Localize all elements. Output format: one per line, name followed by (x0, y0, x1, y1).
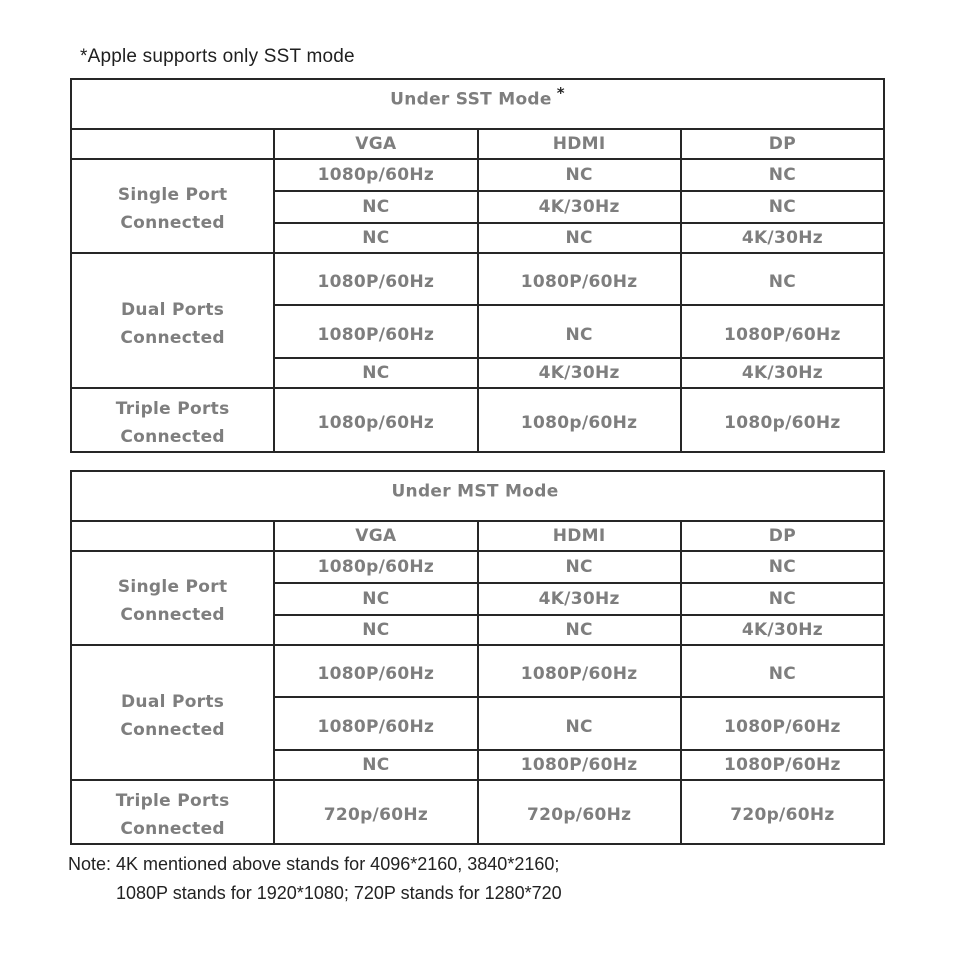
mst-title-cell (71, 471, 884, 521)
resolution-note (68, 850, 562, 908)
row-label-line2: Connected (120, 327, 225, 348)
mst-mode-table (70, 470, 885, 845)
value-cell: NC (681, 191, 884, 223)
value-cell: 4K/30Hz (478, 583, 681, 615)
row-label-line1: Triple Ports (115, 791, 230, 811)
apple-sst-footnote: *Apple supports only SST mode (80, 46, 355, 67)
mst-table-title: Under MST Mode (391, 481, 559, 502)
value-cell: NC (274, 583, 477, 615)
value-cell: 1080P/60Hz (274, 305, 477, 358)
row-label-line1: Single Port (117, 577, 228, 597)
row-label-line2: Connected (120, 427, 225, 447)
value-cell: NC (478, 615, 681, 645)
value-cell: 1080P/60Hz (274, 253, 477, 305)
table-row (71, 159, 884, 191)
value-cell: NC (478, 159, 681, 191)
table-row (71, 388, 884, 452)
mst-corner-cell (71, 521, 274, 551)
mst-row-label-dual-ports (71, 645, 274, 780)
value-cell: 1080P/60Hz (681, 697, 884, 750)
value-cell: 1080p/60Hz (274, 551, 477, 583)
value-cell: NC (274, 750, 477, 780)
sst-title-cell (71, 79, 884, 129)
mst-col-header-dp: DP (681, 521, 884, 551)
row-label-line1: Single Port (117, 185, 228, 205)
mst-header-row (71, 521, 884, 551)
value-cell: 1080P/60Hz (681, 305, 884, 358)
sst-corner-cell (71, 129, 274, 159)
value-cell: 4K/30Hz (681, 223, 884, 253)
mst-col-header-vga: VGA (274, 521, 477, 551)
value-cell: 720p/60Hz (274, 780, 477, 844)
row-label-line2: Connected (120, 213, 225, 233)
sst-table-title: Under SST Mode (390, 89, 552, 110)
value-cell: NC (478, 551, 681, 583)
table-row (71, 253, 884, 305)
row-label-line1: Triple Ports (115, 399, 230, 419)
value-cell: 720p/60Hz (478, 780, 681, 844)
mst-title-row (71, 471, 884, 521)
sst-row-label-dual-ports (71, 253, 274, 388)
sst-title-asterisk: * (556, 84, 565, 103)
mst-row-label-triple-ports (71, 780, 274, 844)
value-cell: 720p/60Hz (681, 780, 884, 844)
sst-title-row (71, 79, 884, 129)
sst-col-header-hdmi: HDMI (478, 129, 681, 159)
resolution-note-line1: Note: 4K mentioned above stands for 4096*2160, 3840*2160; (68, 854, 560, 874)
table-row (71, 551, 884, 583)
resolution-note-line2: 1080P stands for 1920*1080; 720P stands for 1280*720 (116, 883, 562, 903)
value-cell: NC (274, 223, 477, 253)
value-cell: NC (274, 191, 477, 223)
value-cell: NC (681, 551, 884, 583)
row-label-line2: Connected (120, 719, 225, 740)
value-cell: 4K/30Hz (478, 358, 681, 388)
value-cell: 1080P/60Hz (274, 645, 477, 697)
table-row (71, 780, 884, 844)
value-cell: NC (274, 615, 477, 645)
value-cell: NC (681, 645, 884, 697)
value-cell: NC (478, 697, 681, 750)
value-cell: 1080p/60Hz (478, 388, 681, 452)
sst-row-label-triple-ports (71, 388, 274, 452)
row-label-line2: Connected (120, 605, 225, 625)
sst-col-header-vga: VGA (274, 129, 477, 159)
value-cell: 1080p/60Hz (681, 388, 884, 452)
row-label-line1: Dual Ports (121, 299, 225, 320)
value-cell: 1080p/60Hz (274, 159, 477, 191)
value-cell: NC (681, 253, 884, 305)
sst-col-header-dp: DP (681, 129, 884, 159)
row-label-line2: Connected (120, 819, 225, 839)
table-row (71, 645, 884, 697)
value-cell: 1080P/60Hz (478, 253, 681, 305)
value-cell: NC (274, 358, 477, 388)
value-cell: 1080P/60Hz (478, 750, 681, 780)
value-cell: 4K/30Hz (478, 191, 681, 223)
value-cell: 1080p/60Hz (274, 388, 477, 452)
value-cell: 1080P/60Hz (681, 750, 884, 780)
value-cell: NC (478, 223, 681, 253)
value-cell: NC (478, 305, 681, 358)
sst-header-row (71, 129, 884, 159)
mst-row-label-single-port (71, 551, 274, 645)
mst-col-header-hdmi: HDMI (478, 521, 681, 551)
value-cell: 4K/30Hz (681, 615, 884, 645)
value-cell: NC (681, 159, 884, 191)
value-cell: 1080P/60Hz (478, 645, 681, 697)
sst-row-label-single-port (71, 159, 274, 253)
value-cell: 1080P/60Hz (274, 697, 477, 750)
sst-mode-table (70, 78, 885, 453)
value-cell: NC (681, 583, 884, 615)
row-label-line1: Dual Ports (121, 691, 225, 712)
value-cell: 4K/30Hz (681, 358, 884, 388)
